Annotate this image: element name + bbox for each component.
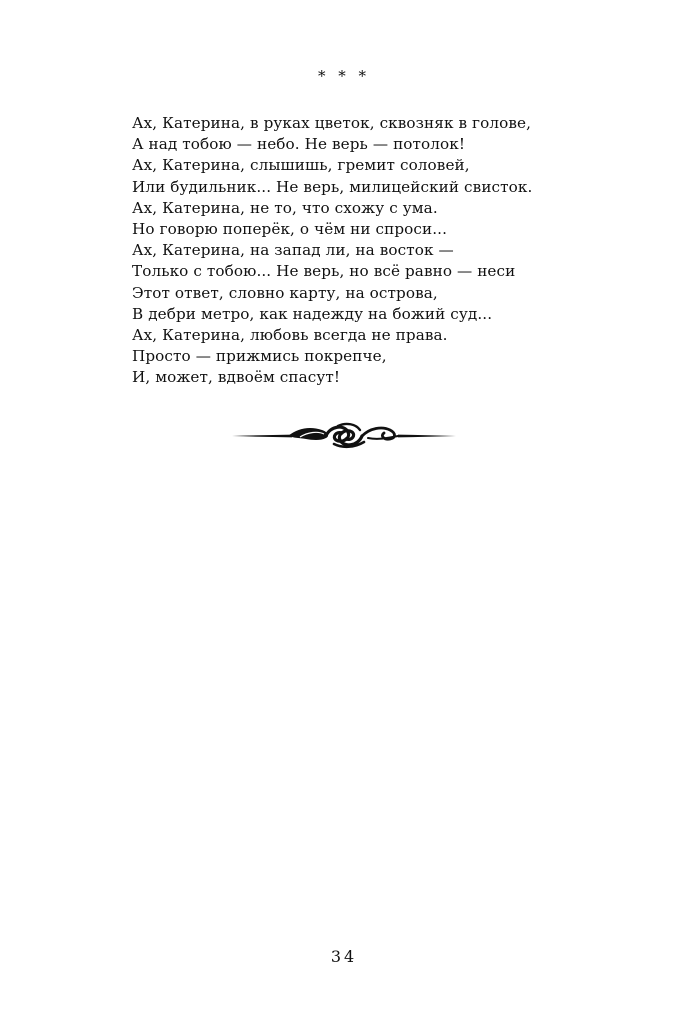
flourish-divider-icon [230,418,458,454]
poem-text [132,113,602,389]
poem-line: Этот ответ, словно карту, на острова, [132,283,438,302]
poem-line: Ах, Катерина, на запад ли, на восток — [132,241,454,260]
poem-line: Ах, Катерина, слышишь, гремит соловей, [132,156,470,175]
poem-line: Ах, Катерина, любовь всегда не права. [132,326,448,345]
section-asterism: * * * [317,67,371,85]
poem-line: Ах, Катерина, не то, что схожу с ума. [132,198,438,217]
poem-line: Или будильник... Не верь, милицейский свисток. [132,177,533,196]
poem-line: Ах, Катерина, в руках цветок, сквозняк в голове, [132,114,532,132]
poem-line: А над тобою — небо. Не верь — потолок! [132,135,466,154]
poem-line: И, может, вдвоём спасут! [132,368,341,387]
poem-line: Но говорю поперёк, о чём ни спроси... [132,220,448,239]
poem-line: В дебри метро, как надежду на божий суд... [132,304,493,323]
poem-line: Просто — прижмись покрепче, [132,347,387,366]
page-number: 34 [330,947,358,966]
poem-line: Только с тобою... Не верь, но всё равно — неси [132,262,516,281]
